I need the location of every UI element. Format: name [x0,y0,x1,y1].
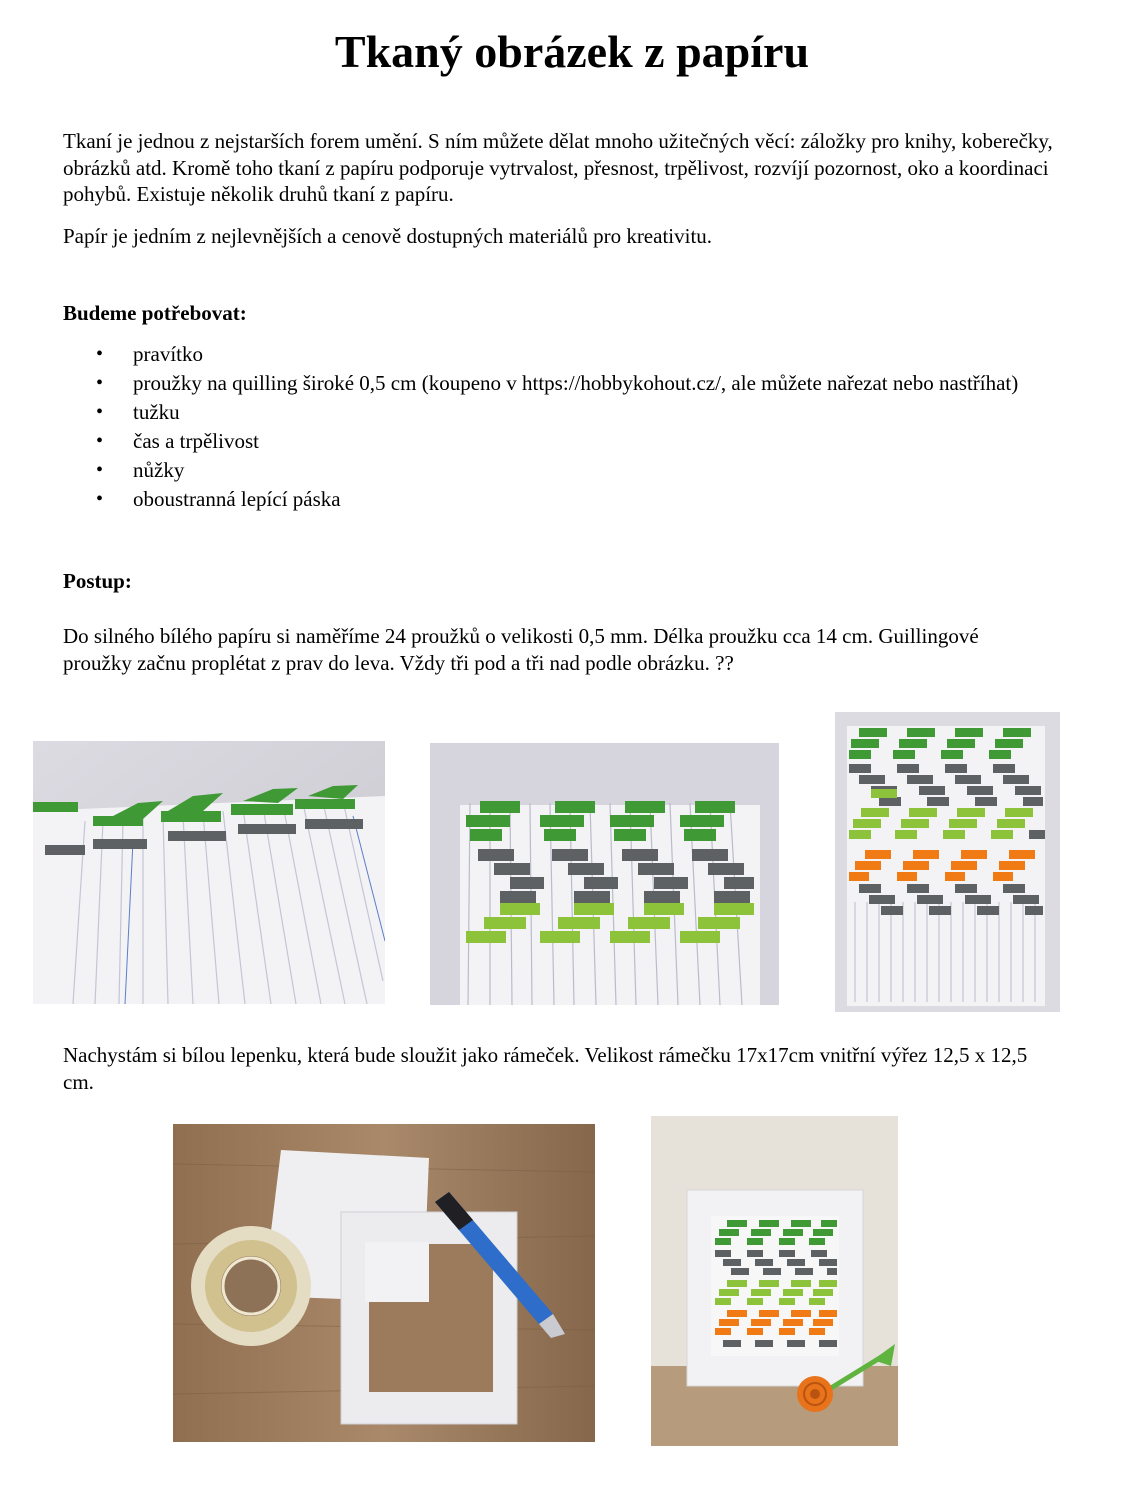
intro-paragraph-2: Papír je jedním z nejlevnějších a cenově dostupných materiálů pro kreativitu. [63,224,713,248]
procedure-paragraph: Do silného bílého papíru si naměříme 24 proužků o velikosti 0,5 mm. Délka proužku cca 14 cm. Guillingové proužky začnu proplétat z prav do leva. Vždy tři pod a tři nad podle obrázku. ?? [63,624,979,675]
finished-picture-photo [651,1116,898,1446]
frame-materials-illustration [173,1124,595,1442]
materials-list [63,341,1063,515]
document-title: Tkaný obrázek z papíru [334,26,810,77]
weaving-middle-illustration [430,743,779,1005]
materials-heading: Budeme potřebovat: [63,301,247,325]
weaving-start-photo [33,741,385,1004]
frame-paragraph: Nachystám si bílou lepenku, která bude sloužit jako rámeček. Velikost rámečku 17x17cm vnitřní výřez 12,5 x 12,5 cm. [63,1043,1028,1094]
weaving-start-illustration [33,741,385,1004]
list-item: • čas a trpělivost [63,428,1063,455]
list-item: • nůžky [63,457,1063,484]
weaving-middle-photo [430,743,779,1005]
list-item: • oboustranná lepící páska [63,486,1063,513]
weaving-complete-illustration [835,712,1060,1012]
weaving-complete-photo [835,712,1060,1012]
frame-materials-photo [173,1124,595,1442]
list-item: • tužku [63,399,1063,426]
procedure-heading: Postup: [63,569,132,593]
list-item: • proužky na quilling široké 0,5 cm (koupeno v https://hobbykohout.cz/, ale můžete nařezat nebo nastříhat) [63,370,1063,397]
intro-paragraph-1: Tkaní je jednou z nejstarších forem umění. S ním můžete dělat mnoho užitečných věcí: záložky pro knihy, koberečky, obrázků atd. Kromě toho tkaní z papíru podporuje vytrvalost, přesnost, trpělivost, rozvíjí pozornost, oko a koordinaci pohybů. Existuje několik druhů tkaní z papíru. [63,129,1053,206]
finished-picture-illustration [651,1116,898,1446]
list-item: • pravítko [63,341,1063,368]
